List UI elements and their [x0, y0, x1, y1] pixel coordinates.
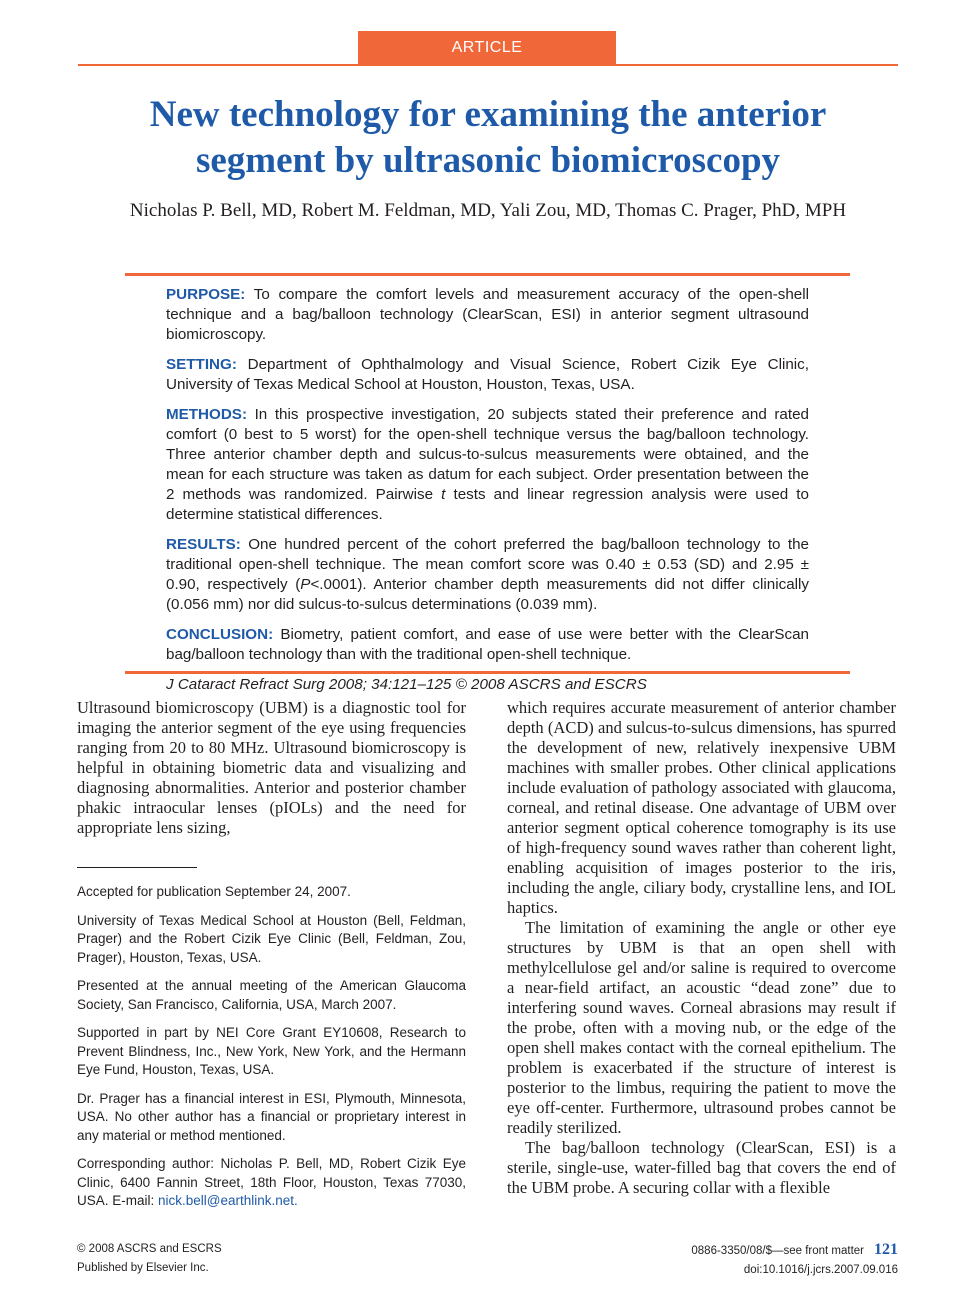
footnote-affiliation: University of Texas Medical School at Houston (Bell, Feldman, Prager) and the Robert Cizik Eye Clinic (Bell, Feldman, Zou, Prager), Houston, Texas, USA. — [77, 912, 466, 965]
methods-t-italic: t — [441, 486, 446, 503]
footnote-rule — [77, 867, 197, 868]
title-line-1: New technology for examining the anterior — [149, 94, 827, 135]
footer-issn-line — [691, 1240, 898, 1261]
results-text: One hundred percent of the cohort preferred the bag/balloon technology to the traditional open-shell technique. The mean comfort score was 0.40 ± 0.53 (SD) and 2.95 ± 0.90, respectively ( — [166, 536, 809, 593]
setting-text: Department of Ophthalmology and Visual Science, Robert Cizik Eye Clinic, University of Texas Medical School at Houston, Houston, Texas, USA. — [166, 356, 809, 393]
body-paragraph: Ultrasound biomicroscopy (UBM) is a diagnostic tool for imaging the anterior segment of the eye using frequencies ranging from 20 to 80 MHz. Ultrasound biomicroscopy is helpful in obtaining biometric data and visualizing and diagnosing abnormalities. Anterior and posterior chamber phakic intraocular lenses (pIOLs) and the need for appropriate lens sizing, — [77, 698, 466, 837]
abstract-methods — [166, 405, 809, 525]
journal-citation: J Cataract Refract Surg 2008; 34:121–125 © 2008 ASCRS and ESCRS — [166, 676, 647, 693]
purpose-text: To compare the comfort levels and measurement accuracy of the open-shell technique and a bag/balloon technology (ClearScan, ESI) in anterior segment ultrasound biomicroscopy. — [166, 286, 809, 343]
abstract-conclusion — [166, 625, 809, 665]
footer-copyright: © 2008 ASCRS and ESCRS — [77, 1243, 222, 1255]
abstract-results — [166, 535, 809, 615]
footer-doi[interactable]: doi:10.1016/j.jcrs.2007.09.016 — [743, 1264, 898, 1276]
footer-right — [691, 1240, 898, 1280]
footnote-supported: Supported in part by NEI Core Grant EY10608, Research to Prevent Blindness, Inc., New York, New York, and the Hermann Eye Fund, Houston, Texas, USA. — [77, 1025, 466, 1077]
results-p-italic: P — [300, 576, 311, 593]
abstract-setting — [166, 355, 809, 395]
methods-text-end: tests and linear regression analysis were used to determine statistical differences. — [166, 486, 809, 523]
purpose-label: PURPOSE: — [166, 286, 246, 303]
footnote-presented: Presented at the annual meeting of the American Glaucoma Society, San Francisco, California, USA, March 2007. — [77, 978, 466, 1012]
methods-label: METHODS: — [166, 406, 247, 423]
methods-text: In this prospective investigation, 20 subjects stated their preference and rated comfort (0 best to 5 worst) for the open-shell technique versus the bag/balloon technology. Three anterior chamber depth and sulcus-to-sulcus measurements were obtained, and the mean for each structure was taken as datum for each subject. Order presentation between the 2 methods was randomized. Pairwise — [166, 406, 809, 503]
footnotes — [77, 883, 466, 1221]
conclusion-text: Biometry, patient comfort, and ease of use were better with the ClearScan bag/balloon technology than with the traditional open-shell technique. — [166, 626, 809, 663]
body-paragraph: The limitation of examining the angle or other eye structures by UBM is that an open shell with methylcellulose gel and/or saline is required to overcome a near-field artifact, an acoustic “dead zone” due to interfering sound waves. Corneal abrasions may result if the probe, often with a moving nub, or the edge of the open shell makes contact with the corneal epithelium. The problem is exacerbated if the structure of interest is posterior to the limbus, requiring the patient to move the eye off-center. Furthermore, ultrasound probes cannot be readily sterilized. — [507, 918, 896, 1137]
setting-label: SETTING: — [166, 356, 237, 373]
results-text-end: <.0001). Anterior chamber depth measurements did not differ clinically (0.056 mm) nor did sulcus-to-sulcus determinations (0.039 mm). — [166, 576, 809, 613]
results-label: RESULTS: — [166, 536, 241, 553]
body-paragraph: which requires accurate measurement of anterior chamber depth (ACD) and sulcus-to-sulcus dimensions, has spurred the development of new, relatively inexpensive UBM machines with smaller probes. Other clinical applications include evaluation of pathology associated with glaucoma, corneal, and retinal disease. One advantage of UBM over anterior segment optical coherence tomography is its use of high-frequency sound waves rather than coherent light, enabling acquisition of images posterior to the iris, including the angle, ciliary body, crystalline lens, and IOL haptics. — [507, 698, 896, 917]
body-column-left — [77, 698, 466, 838]
conclusion-label: CONCLUSION: — [166, 626, 274, 643]
footnote-accepted: Accepted for publication September 24, 2007. — [77, 884, 351, 899]
corresponding-text: Corresponding author: Nicholas P. Bell, MD, Robert Cizik Eye Clinic, 6400 Fannin Street, 18th Floor, Houston, Texas 77030, USA. E-mail: — [77, 1156, 466, 1208]
footnote-corresponding — [77, 1155, 466, 1211]
abstract-bottom-rule — [125, 671, 850, 674]
article-title — [78, 92, 898, 184]
abstract-top-rule — [125, 273, 850, 276]
footnote-interest: Dr. Prager has a financial interest in ESI, Plymouth, Minnesota, USA. No other author has a financial or proprietary interest in any material or method mentioned. — [77, 1090, 466, 1143]
article-tag-label: ARTICLE — [451, 39, 523, 56]
email-link[interactable]: nick.bell@earthlink.net. — [158, 1193, 298, 1208]
page-number: 121 — [874, 1241, 898, 1258]
author-list: Nicholas P. Bell, MD, Robert M. Feldman, MD, Yali Zou, MD, Thomas C. Prager, PhD, MPH — [129, 200, 847, 221]
body-paragraph: The bag/balloon technology (ClearScan, ESI) is a sterile, single-use, water-filled bag that covers the end of the UBM probe. A securing collar with a flexible — [507, 1138, 896, 1197]
body-column-right — [507, 698, 896, 1198]
title-line-2: segment by ultrasonic biomicroscopy — [195, 140, 781, 181]
footer-publisher: Published by Elsevier Inc. — [77, 1262, 209, 1274]
header-rule — [78, 64, 898, 66]
footer-issn: 0886-3350/08/$—see front matter — [691, 1245, 864, 1257]
footer-left — [77, 1240, 222, 1278]
abstract — [166, 285, 809, 705]
abstract-purpose — [166, 285, 809, 345]
article-tag — [358, 31, 616, 65]
